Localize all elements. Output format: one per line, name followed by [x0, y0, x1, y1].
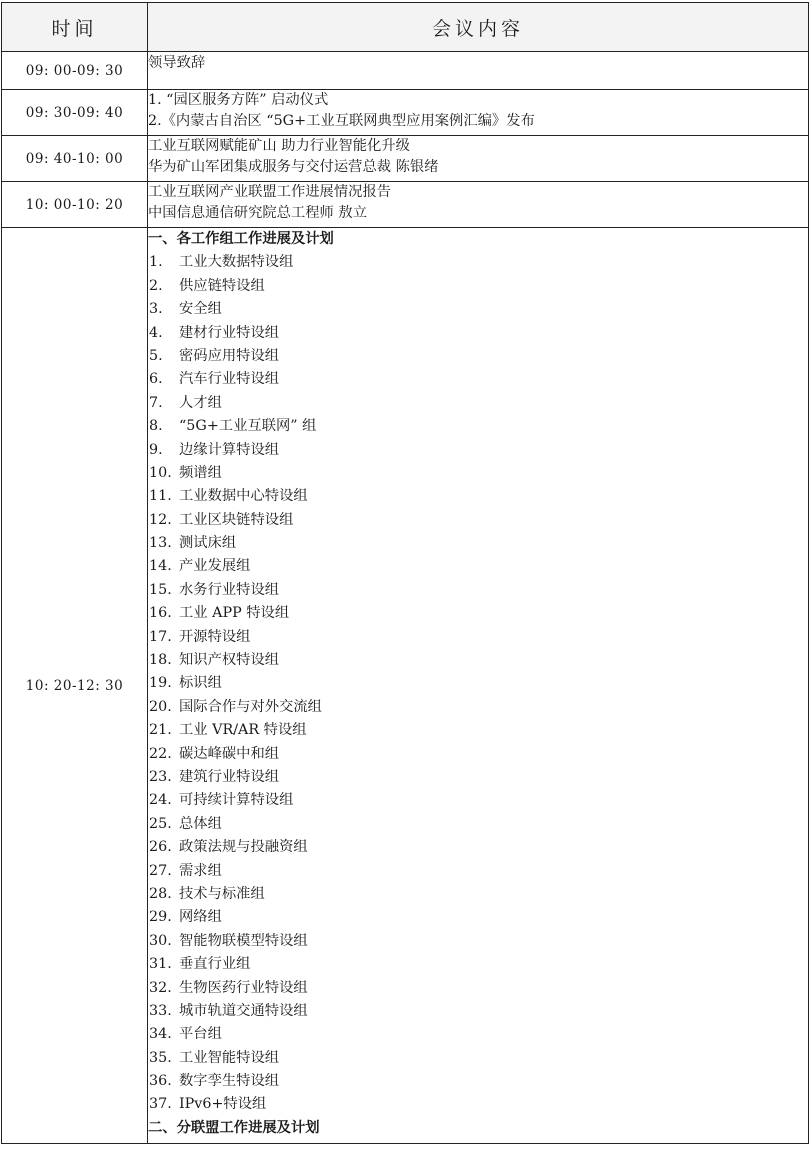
- list-item-label: 安全组: [179, 301, 222, 318]
- content-line: 工业互联网产业联盟工作进展情况报告: [148, 184, 392, 200]
- list-item: [148, 906, 808, 929]
- list-item-number: 6.: [149, 371, 163, 388]
- table-row: [2, 182, 809, 228]
- list-item-label: 汽车行业特设组: [179, 371, 280, 388]
- content-cell: [148, 228, 809, 1144]
- list-item-label: 平台组: [179, 1026, 222, 1043]
- list-item: [148, 1000, 808, 1023]
- list-item: [148, 415, 808, 438]
- list-item-label: 建筑行业特设组: [179, 768, 280, 785]
- list-item: [148, 462, 808, 485]
- list-item-label: 人才组: [179, 394, 222, 411]
- list-item: [148, 696, 808, 719]
- list-item-label: 频谱组: [179, 464, 222, 481]
- list-item-number: 35.: [149, 1049, 172, 1066]
- list-item: [148, 439, 808, 462]
- content-line: 工业互联网赋能矿山 助力行业智能化升级: [148, 138, 410, 154]
- list-item: [148, 275, 808, 298]
- list-item-label: 标识组: [179, 675, 222, 692]
- list-item-label: 政策法规与投融资组: [179, 839, 308, 856]
- list-item-label: 碳达峰碳中和组: [179, 745, 280, 762]
- list-item-label: 边缘计算特设组: [179, 441, 280, 458]
- content-cell: [148, 90, 809, 136]
- time-cell: 09: 40-10: 00: [2, 136, 148, 182]
- list-item-number: 8.: [149, 418, 163, 435]
- list-item-number: 12.: [149, 511, 172, 528]
- list-item-number: 5.: [149, 347, 163, 364]
- list-item-label: 工业 VR/AR 特设组: [179, 722, 307, 739]
- list-item-number: 23.: [149, 768, 172, 785]
- list-item-number: 29.: [149, 909, 172, 926]
- list-item-number: 10.: [149, 464, 172, 481]
- list-item-label: 城市轨道交通特设组: [179, 1002, 308, 1019]
- list-item: [148, 555, 808, 578]
- list-item: [148, 509, 808, 532]
- list-item-label: 总体组: [179, 815, 222, 832]
- content-line: 1. “园区服务方阵” 启动仪式: [148, 92, 329, 108]
- list-item-number: 4.: [149, 324, 163, 341]
- list-item: [148, 930, 808, 953]
- list-item-number: 31.: [149, 956, 172, 973]
- list-item-label: 工业区块链特设组: [179, 511, 294, 528]
- list-item-number: 16.: [149, 605, 172, 622]
- list-item: [148, 392, 808, 415]
- header-time: 时间: [2, 3, 148, 52]
- table-row: [2, 228, 809, 1144]
- list-item: [148, 860, 808, 883]
- list-item: [148, 719, 808, 742]
- list-item-number: 37.: [149, 1096, 172, 1113]
- table-row: [2, 52, 809, 90]
- list-item: [148, 322, 808, 345]
- list-item-number: 9.: [149, 441, 163, 458]
- list-item-number: 1.: [149, 254, 163, 271]
- content-cell: [148, 182, 809, 228]
- content-line: 中国信息通信研究院总工程师 敖立: [148, 205, 367, 221]
- list-item-label: 知识产权特设组: [179, 652, 280, 669]
- list-item-label: 测试床组: [179, 535, 237, 552]
- list-item-number: 24.: [149, 792, 172, 809]
- list-item-label: 国际合作与对外交流组: [179, 698, 322, 715]
- list-item-number: 28.: [149, 885, 172, 902]
- list-item-number: 14.: [149, 558, 172, 575]
- list-item-number: 20.: [149, 698, 172, 715]
- time-cell: 10: 20-12: 30: [2, 228, 148, 1144]
- list-item-number: 18.: [149, 652, 172, 669]
- list-item: [148, 298, 808, 321]
- content-line: 领导致辞: [148, 55, 206, 71]
- list-item-label: 工业智能特设组: [179, 1049, 280, 1066]
- list-item-number: 7.: [149, 394, 163, 411]
- list-item-label: 垂直行业组: [179, 956, 251, 973]
- list-item-label: 产业发展组: [179, 558, 251, 575]
- list-item-label: 需求组: [179, 862, 222, 879]
- content-line: 华为矿山军团集成服务与交付运营总裁 陈银绪: [148, 159, 439, 175]
- time-cell: 09: 30-09: 40: [2, 90, 148, 136]
- workgroup-list: [148, 251, 808, 1116]
- list-item-label: 数字孪生特设组: [179, 1073, 280, 1090]
- time-cell: 09: 00-09: 30: [2, 52, 148, 90]
- list-item: [148, 1093, 808, 1116]
- list-item-number: 25.: [149, 815, 172, 832]
- list-item-number: 11.: [149, 488, 172, 505]
- list-item: [148, 532, 808, 555]
- list-item-number: 15.: [149, 581, 172, 598]
- list-item: [148, 251, 808, 274]
- list-item-number: 32.: [149, 979, 172, 996]
- list-item: [148, 626, 808, 649]
- list-item-number: 19.: [149, 675, 172, 692]
- list-item: [148, 368, 808, 391]
- list-item: [148, 345, 808, 368]
- list-item-label: 供应链特设组: [179, 277, 265, 294]
- list-item: [148, 672, 808, 695]
- list-item-number: 21.: [149, 722, 172, 739]
- list-item: [148, 813, 808, 836]
- list-item-number: 26.: [149, 839, 172, 856]
- agenda-table: [1, 2, 809, 1144]
- list-item-number: 2.: [149, 277, 163, 294]
- list-item-number: 27.: [149, 862, 172, 879]
- list-item: [148, 953, 808, 976]
- list-item-number: 3.: [149, 301, 163, 318]
- list-item: [148, 1070, 808, 1093]
- time-cell: 10: 00-10: 20: [2, 182, 148, 228]
- list-item-label: IPv6+特设组: [179, 1096, 267, 1113]
- list-item-label: 工业数据中心特设组: [179, 488, 308, 505]
- list-item-label: 智能物联模型特设组: [179, 932, 308, 949]
- content-line: 2.《内蒙古自治区 “5G+工业互联网典型应用案例汇编》发布: [148, 113, 535, 129]
- list-item-label: 网络组: [179, 909, 222, 926]
- list-item: [148, 1047, 808, 1070]
- list-item: [148, 883, 808, 906]
- list-item-label: 建材行业特设组: [179, 324, 280, 341]
- list-item-label: 可持续计算特设组: [179, 792, 294, 809]
- header-content: 会议内容: [148, 3, 809, 52]
- content-cell: [148, 136, 809, 182]
- list-item: [148, 579, 808, 602]
- list-item-number: 30.: [149, 932, 172, 949]
- header-row: [2, 3, 809, 52]
- list-item-label: 工业 APP 特设组: [179, 605, 290, 622]
- list-item-number: 22.: [149, 745, 172, 762]
- section-heading: 一、各工作组工作进展及计划: [148, 231, 334, 247]
- list-item: [148, 602, 808, 625]
- list-item: [148, 1023, 808, 1046]
- list-item-label: “5G+工业互联网” 组: [179, 418, 317, 435]
- list-item: [148, 977, 808, 1000]
- list-item-label: 生物医药行业特设组: [179, 979, 308, 996]
- list-item-number: 33.: [149, 1002, 172, 1019]
- list-item: [148, 743, 808, 766]
- list-item: [148, 485, 808, 508]
- list-item-number: 36.: [149, 1073, 172, 1090]
- list-item: [148, 836, 808, 859]
- list-item-number: 13.: [149, 535, 172, 552]
- content-cell: [148, 52, 809, 90]
- table-row: [2, 90, 809, 136]
- list-item: [148, 789, 808, 812]
- list-item-number: 34.: [149, 1026, 172, 1043]
- section-heading: 二、分联盟工作进展及计划: [148, 1119, 320, 1136]
- list-item-label: 开源特设组: [179, 628, 251, 645]
- list-item-label: 工业大数据特设组: [179, 254, 294, 271]
- list-item-number: 17.: [149, 628, 172, 645]
- list-item: [148, 649, 808, 672]
- table-row: [2, 136, 809, 182]
- list-item: [148, 766, 808, 789]
- list-item-label: 水务行业特设组: [179, 581, 280, 598]
- list-item-label: 技术与标准组: [179, 885, 265, 902]
- list-item-label: 密码应用特设组: [179, 347, 280, 364]
